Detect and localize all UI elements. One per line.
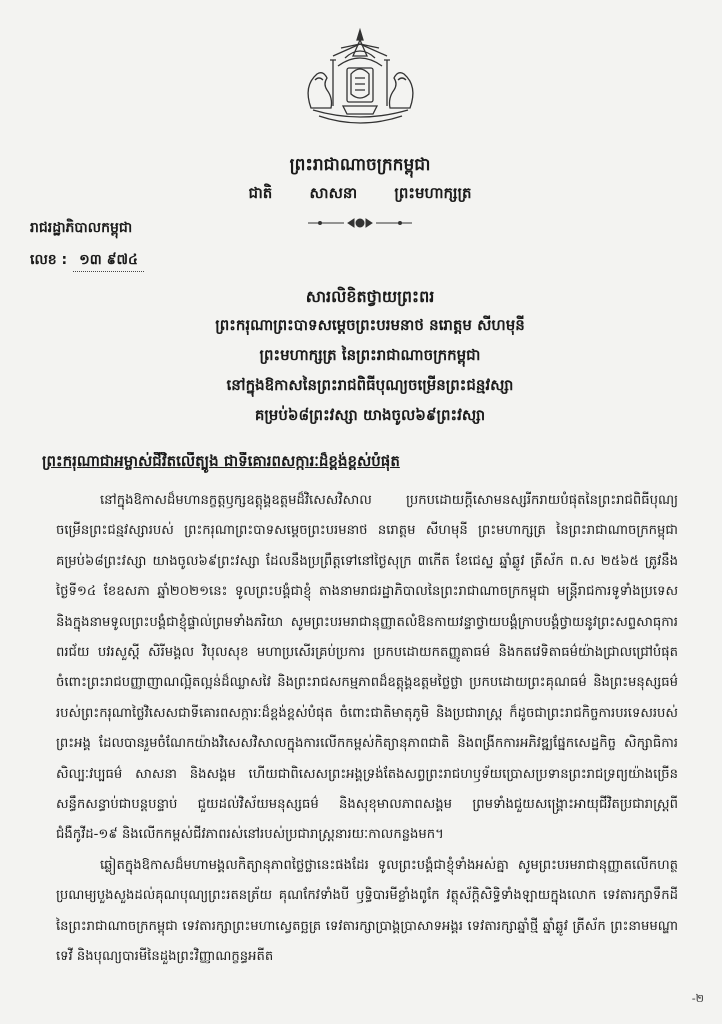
kingdom-name: ព្រះរាជាណាចក្រកម្ពុជា: [289, 155, 431, 175]
letter-body: [56, 486, 678, 1003]
title-line-age: គម្រប់៦៨ព្រះវស្សា យាងចូល៦៩ព្រះវស្សា: [254, 406, 486, 424]
letter-title: សារលិខិតថ្វាយព្រះពរ: [305, 287, 435, 306]
royal-coat-of-arms-icon: [293, 26, 428, 136]
national-motto: [180, 184, 540, 206]
paragraph-2: ឆ្លៀតក្នុងឱកាសដ៏មហាមង្គលកិត្យានុភាពថ្លៃថ្លានេះផងដែរ ទូលព្រះបង្គំជាខ្ញុំទាំងអស់គ្នា សូមព្រះបរមរាជានុញ្ញាតលើកហត្ថប្រណម្យបួងសួងដល់គុណបុណ្យព្រះរតនត្រ័យ គុណកែវទាំងបី ឫទ្ធិបារមីខ្លាំងពូកែ វត្ថុស័ក្តិសិទ្ធិទាំងឡាយក្នុងលោក ទេវតារក្សាទឹកដីនៃព្រះរាជាណាចក្រកម្ពុជា ទេវតារក្សាព្រះមហាស្វេតច្ឆត្រ ទេវតារក្សាប្រាង្គប្រាសាទអង្គរ ទេវតារក្សាឆ្នាំថ្មី ឆ្នាំឆ្លូវ ត្រីស័ក ព្រះនាមមណ្ឌាទេវី និងបុណ្យបារមីនៃដួងព្រះវិញ្ញាណក្ខន្ធអតីត: [56, 858, 678, 965]
title-line-occasion: នៅក្នុងឱកាសនៃព្រះរាជពិធីបុណ្យចម្រើនព្រះជន្មវស្សា: [226, 376, 514, 394]
page-marker: -២: [691, 992, 704, 1005]
paragraph-1: នៅក្នុងឱកាសដ៏មហានក្ខត្តឫក្សឧត្តុង្គឧត្តមដ៏វិសេសវិសាល ប្រកបដោយក្តីសោមនស្សរីករាយបំផុតនៃព្រះរាជពិធីបុណ្យចម្រើនព្រះជន្មវស្សារបស់ ព្រះករុណាព្រះបាទសម្តេចព្រះបរមនាថ នរោត្តម សីហមុនី ព្រះមហាក្សត្រ នៃព្រះរាជាណាចក្រកម្ពុជា គម្រប់៦៨ព្រះវស្សា យាងចូល៦៩ព្រះវស្សា ដែលនឹងប្រព្រឹត្តទៅនៅថ្ងៃសុក្រ ៣កើត ខែជេស្ឋ ឆ្នាំឆ្លូវ ត្រីស័ក ព.ស ២៥៦៥ ត្រូវនឹងថ្ងៃទី១៤ ខែឧសភា ឆ្នាំ២០២១នេះ ទូលព្រះបង្គំជាខ្ញុំ តាងនាមរាជរដ្ឋាភិបាលនៃព្រះរាជាណាចក្រកម្ពុជា មន្ត្រីរាជការទូទាំងប្រទេស និងក្នុងនាមទូលព្រះបង្គំជាខ្ញុំផ្ទាល់ព្រមទាំងភរិយា សូមព្រះបរមរាជានុញ្ញាតលំឱនកាយវន្ទាថ្វាយបង្គំក្រាបបង្គំថ្វាយនូវព្រះសព្ទសាធុការពរជ័យ បវរសួស្តី សិរីមង្គល វិបុលសុខ មហាប្រសើរគ្រប់ប្រការ ប្រកបដោយកតញ្ញូតាធម៌ និងកតវេទិតាធម៌យ៉ាងជ្រាលជ្រៅបំផុត ចំពោះព្រះរាជបញ្ញាញាណល្អិតល្អន់ដ៏ឈ្លាសវៃ និងព្រះរាជសកម្មភាពដ៏ឧត្តុង្គឧត្តមថ្លៃថ្លា ប្រកបដោយព្រះគុណធម៌ និងព្រះមនុស្សធម៌របស់ព្រះករុណាថ្លៃវិសេសជាទីគោរពសក្ការៈដ៏ខ្ពង់ខ្ពស់បំផុត ចំពោះជាតិមាតុភូមិ និងប្រជារាស្ត្រ ក៏ដូចជាព្រះរាជកិច្ចការបរទេសរបស់ព្រះអង្គ ដែលបានរួមចំណែកយ៉ាងវិសេសវិសាលក្នុងការលើកកម្ពស់កិត្យានុភាពជាតិ និងពង្រីកការអភិវឌ្ឍផ្នែកសេដ្ឋកិច្ច សិក្សាធិការ សិល្បៈវប្បធម៌ សាសនា និងសង្គម ហើយជាពិសេសព្រះអង្គទ្រង់តែងសព្វព្រះរាជហឫទ័យប្រោសប្រទានព្រះរាជទ្រព្យយ៉ាងច្រើនសន្ធឹកសន្ធាប់ជាបន្តបន្ទាប់ ជួយដល់វិស័យមនុស្សធម៌ និងសុខុមាលភាពសង្គម ព្រមទាំងជួយសង្គ្រោះអាយុជីវិតប្រជារាស្ត្រពីជំងឺកូវីដ-១៩ និងលើកកម្ពស់ជីវភាពរស់នៅរបស់ប្រជារាស្ត្រនារយៈកាលកន្លងមក។: [56, 493, 678, 843]
issuing-office: រាជរដ្ឋាភិបាលកម្ពុជា: [30, 220, 133, 236]
title-line-kingdom: ព្រះមហាក្សត្រ នៃព្រះរាជាណាចក្រកម្ពុជា: [259, 346, 481, 364]
salutation: ព្រះករុណាជាអម្ចាស់ជីវិតលើត្បូង ជាទីគោរពសក្ការៈដ៏ខ្ពង់ខ្ពស់បំផុត: [42, 452, 400, 470]
motto-religion: សាសនា: [309, 184, 358, 202]
title-line-king-name: ព្រះករុណាព្រះបាទសម្តេចព្រះបរមនាថ នរោត្តម សីហមុនី: [215, 316, 525, 334]
motto-king: ព្រះមហាក្សត្រ: [394, 184, 472, 202]
reference-number-value: ១៣ ៩៧៤: [73, 250, 144, 272]
motto-nation: ជាតិ: [248, 184, 273, 202]
reference-number: [30, 250, 144, 272]
reference-number-label: លេខ :: [30, 252, 68, 268]
ornament-divider-icon: [300, 214, 420, 232]
